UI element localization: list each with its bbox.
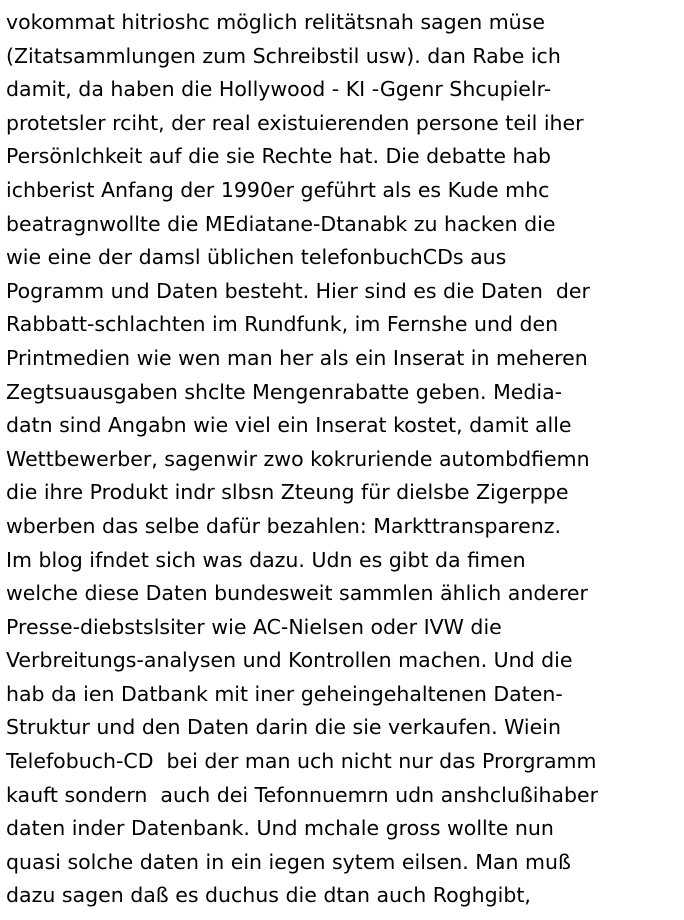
text-line: die ihre Produkt indr slbsn Zteung für dielsbe Zigerppe (6, 480, 569, 505)
text-line: damit, da haben die Hollywood - KI -Ggenr Shcupielr- (6, 77, 552, 102)
text-line: Rabbatt-schlachten im Rundfunk, im Fernshe und den (6, 312, 559, 337)
text-line: quasi solche daten in ein iegen sytem eilsen. Man muß (6, 849, 571, 874)
text-line: vokommat hitrioshc möglich relitätsnah sagen müse (6, 10, 545, 34)
text-line: protetsler rciht, der real existuierenden persone teil iher (6, 110, 584, 135)
text-line: Im blog ifndet sich was dazu. Udn es gibt da fimen (6, 547, 526, 572)
text-line: welche diese Daten bundesweit sammlen ählich anderer (6, 581, 588, 606)
text-line: (Zitatsammlungen zum Schreibstil usw). dan Rabe ich (6, 43, 561, 68)
text-line: Persönlchkeit auf die sie Rechte hat. Die debatte hab (6, 144, 552, 169)
text-line: Verbreitungs-analysen und Kontrollen machen. Und die (6, 648, 573, 673)
text-line: kauft sondern auch dei Tefonnuemrn udn anshclußihaber (6, 782, 599, 807)
text-line: Pogramm und Daten besteht. Hier sind es die Daten der (6, 278, 590, 303)
text-line: hab da ien Datbank mit iner geheingehaltenen Daten- (6, 681, 563, 706)
text-line: wie eine der damsl üblichen telefonbuchCDs aus (6, 245, 507, 270)
text-line: daten inder Datenbank. Und mchale gross wollte nun (6, 816, 554, 841)
text-line: Telefobuch-CD bei der man uch nicht nur das Prorgramm (6, 749, 597, 774)
text-line: Presse-diebstslsiter wie AC-Nielsen oder IVW die (6, 614, 502, 639)
text-line: dazu sagen daß es duchus die dtan auch Roghgibt, (6, 883, 531, 908)
text-line: datn sind Angabn wie viel ein Inserat kostet, damit alle (6, 413, 572, 438)
text-line: wberben das selbe dafür bezahlen: Markttransparenz. (6, 513, 561, 538)
text-line: Printmedien wie wen man her als ein Inserat in meheren (6, 345, 588, 370)
text-line: Wettbewerber, sagenwir zwo kokruriende autombdfiemn (6, 446, 590, 471)
text-line: ichberist Anfang der 1990er geführt als es Kude mhc (6, 177, 550, 202)
text-line: Struktur und den Daten darin die sie verkaufen. Wiein (6, 715, 561, 740)
text-line: Zegtsuausgaben shclte Mengenrabatte geben. Media- (6, 379, 563, 404)
text-line: beatragnwollte die MEdiatane-Dtanabk zu hacken die (6, 211, 556, 236)
